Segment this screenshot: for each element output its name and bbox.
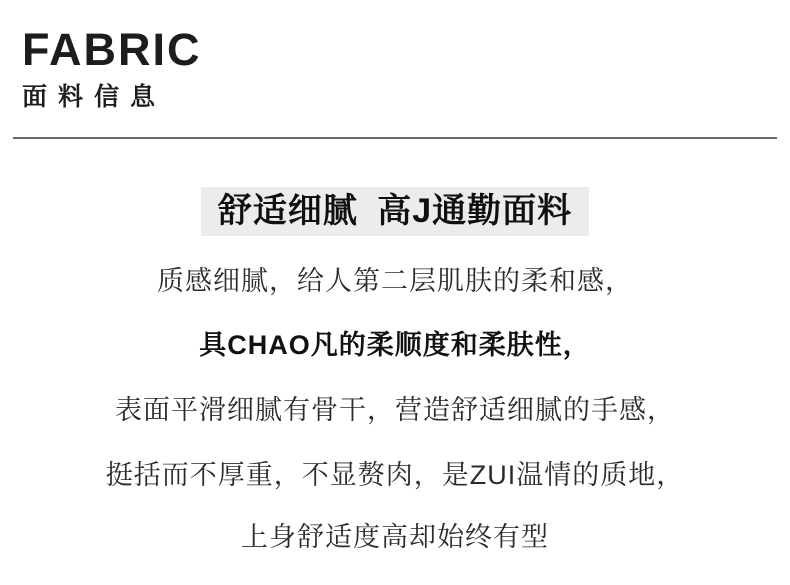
fabric-headline-badge: 舒适细腻 高J通勤面料 bbox=[201, 187, 589, 236]
section-title-en: FABRIC bbox=[22, 24, 202, 75]
body-line: 挺括而不厚重，不显赘肉，是ZUI温情的质地， bbox=[105, 460, 685, 490]
body-line-emphasis: 具CHAO凡的柔顺度和柔肤性， bbox=[199, 330, 591, 360]
body-line: 表面平滑细腻有骨干，营造舒适细腻的手感， bbox=[115, 395, 675, 425]
divider-rule bbox=[13, 137, 777, 139]
section-header bbox=[22, 26, 202, 111]
section-title-zh: 面料信息 bbox=[22, 83, 167, 111]
body-line: 上身舒适度高却始终有型 bbox=[241, 522, 549, 552]
body-line: 质感细腻，给人第二层肌肤的柔和感， bbox=[157, 266, 633, 296]
